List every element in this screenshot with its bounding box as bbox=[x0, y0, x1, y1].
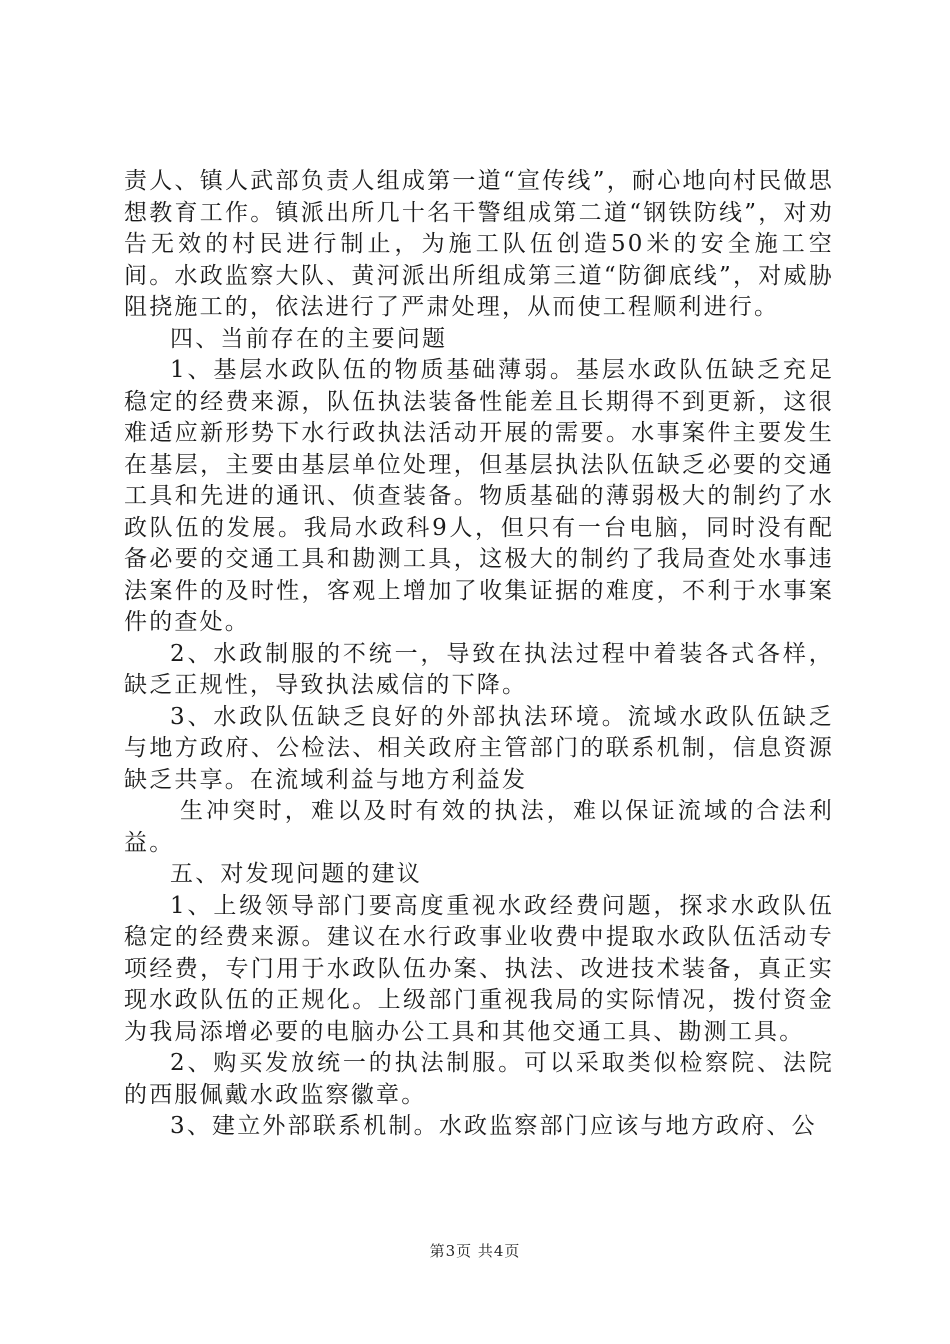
paragraph-issue-3-continued: 生冲突时，难以及时有效的执法，难以保证流域的合法利益。 bbox=[124, 798, 834, 856]
section-heading-4: 四、当前存在的主要问题 bbox=[170, 325, 448, 352]
paragraph-suggestion-2: 2、购买发放统一的执法制服。可以采取类似检察院、法院的西服佩戴水政监察徽章。 bbox=[124, 1050, 834, 1108]
section-heading-5: 五、对发现问题的建议 bbox=[170, 861, 422, 887]
page-number-footer: 第3页 共4页 bbox=[429, 1242, 521, 1260]
paragraph-suggestion-3: 3、建立外部联系机制。水政监察部门应该与地方政府、公 bbox=[170, 1113, 817, 1139]
paragraph-issue-2: 2、水政制服的不统一，导致在执法过程中着装各式各样，缺乏正规性，导致执法威信的下降。 bbox=[124, 640, 834, 698]
document-body bbox=[124, 166, 834, 1143]
paragraph-issue-3: 3、水政队伍缺乏良好的外部执法环境。流域水政队伍缺乏与地方政府、公检法、相关政府主管部门的联系机制，信息资源缺乏共享。在流域利益与地方利益发 bbox=[124, 703, 834, 793]
paragraph-continuation: 责人、镇人武部负责人组成第一道“宣传线”，耐心地向村民做思想教育工作。镇派出所几十名干警组成第二道“钢铁防线”，对劝告无效的村民进行制止，为施工队伍创造50米的安全施工空间。水政监察大队、黄河派出所组成第三道“防御底线”，对威胁阻挠施工的，依法进行了严肃处理，从而使工程顺利进行。 bbox=[124, 168, 834, 320]
paragraph-issue-1: 1、基层水政队伍的物质基础薄弱。基层水政队伍缺乏充足稳定的经费来源，队伍执法装备性能差且长期得不到更新，这很难适应新形势下水行政执法活动开展的需要。水事案件主要发生在基层，主要由基层单位处理，但基层执法队伍缺乏必要的交通工具和先进的通讯、侦查装备。物质基础的薄弱极大的制约了水政队伍的发展。我局水政科9人，但只有一台电脑，同时没有配备必要的交通工具和勘测工具，这极大的制约了我局查处水事违法案件的及时性，客观上增加了收集证据的难度，不利于水事案件的查处。 bbox=[124, 357, 834, 635]
paragraph-suggestion-1: 1、上级领导部门要高度重视水政经费问题，探求水政队伍稳定的经费来源。建议在水行政事业收费中提取水政队伍活动专项经费，专门用于水政队伍办案、执法、改进技术装备，真正实现水政队伍的正规化。上级部门重视我局的实际情况，拨付资金为我局添增必要的电脑办公工具和其他交通工具、勘测工具。 bbox=[124, 892, 834, 1045]
